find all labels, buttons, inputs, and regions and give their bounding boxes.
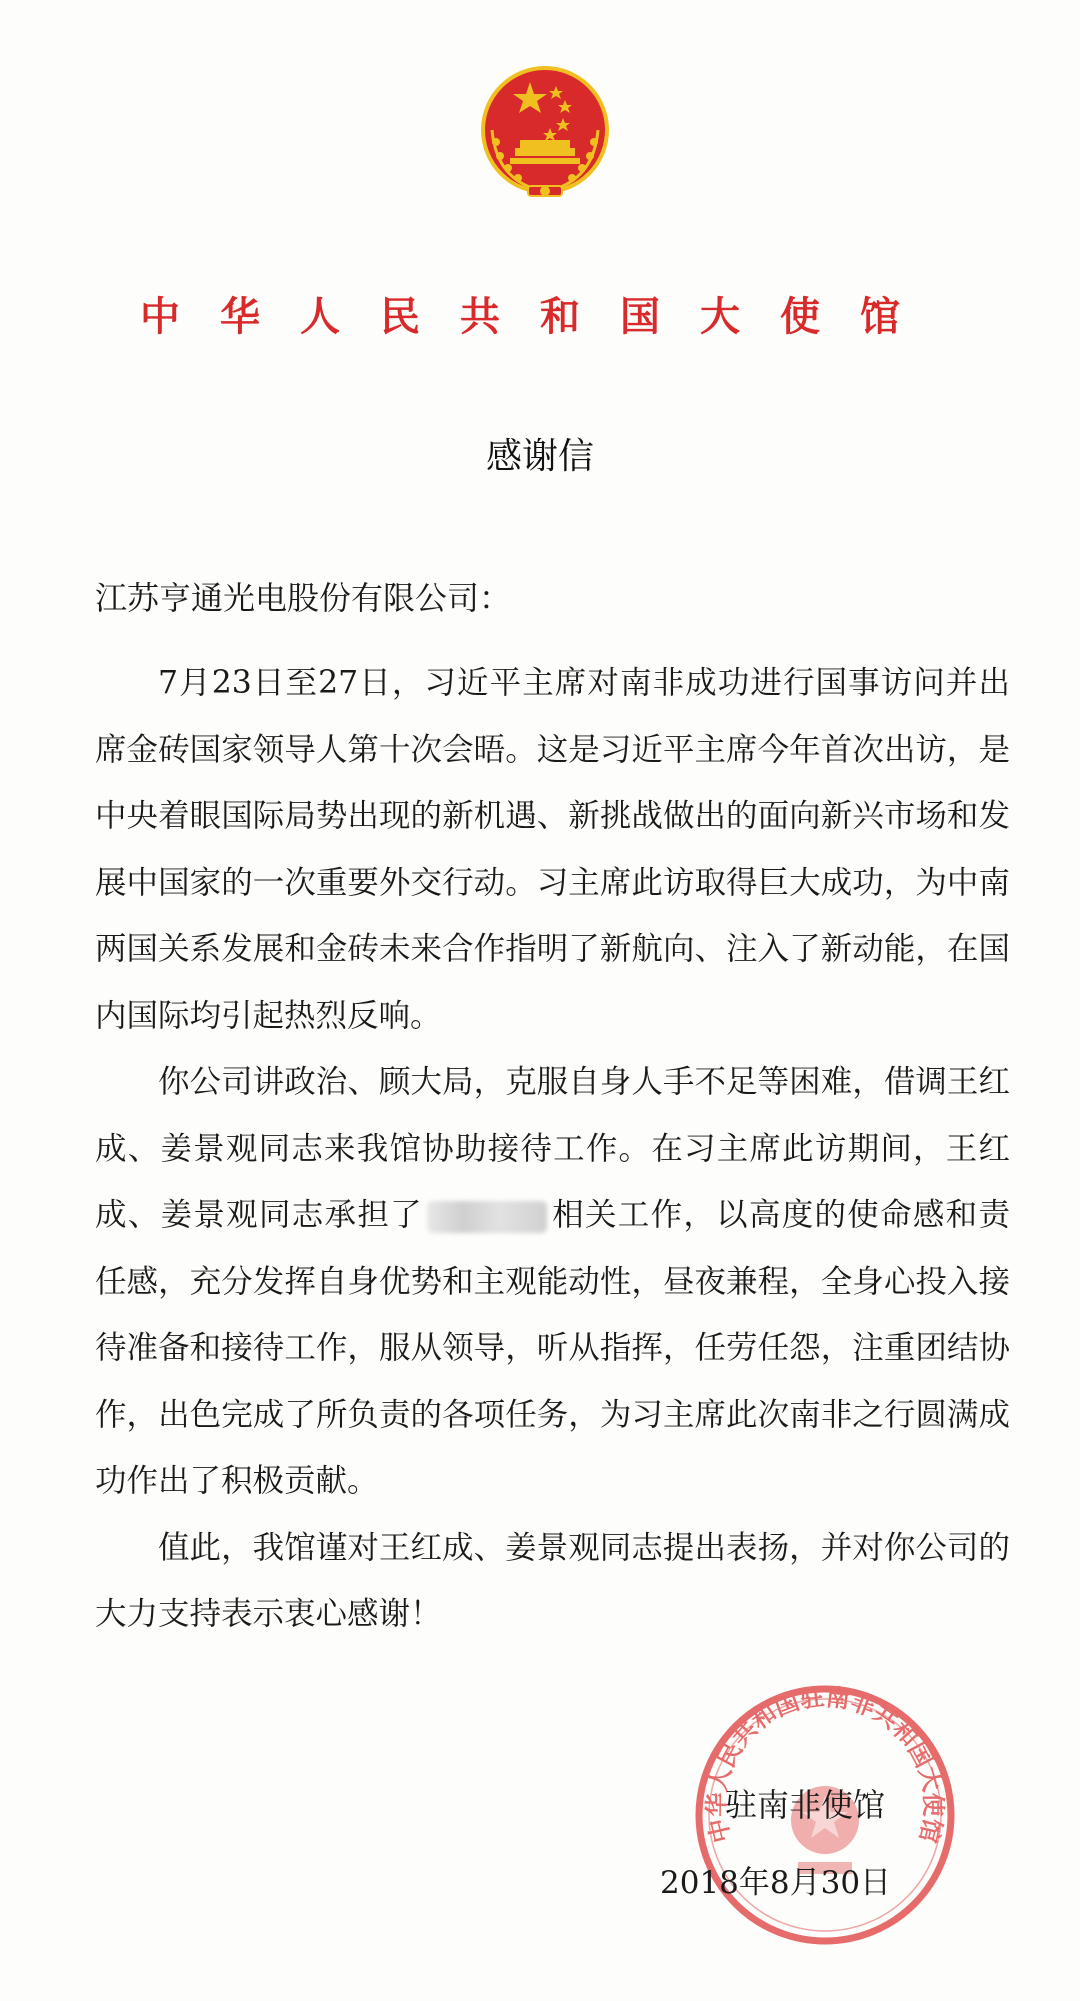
seal-text: 中华人民共和国驻南非共和国大使馆 — [702, 1683, 948, 1846]
paragraph-3: 值此，我馆谨对王红成、姜景观同志提出表扬，并对你公司的大力支持表示衷心感谢！ — [95, 1529, 1010, 1632]
paragraph-2 — [95, 1049, 1010, 1515]
signature-organization: 驻南非使馆 — [725, 1786, 886, 1824]
letter-title: 感谢信 — [485, 436, 594, 477]
salutation: 江苏亨通光电股份有限公司： — [95, 579, 512, 617]
paragraph-1: 7月23日至27日，习近平主席对南非成功进行国事访问并出席金砖国家领导人第十次会晤。这是习近平主席今年首次出访，是中央着眼国际局势出现的新机遇、新挑战做出的面向新兴市场和发展中国家的一次重要外交行动。习主席此访取得巨大成功，为中南两国关系发展和金砖未来合作指明了新航向、注入了新动能，在国内国际均引起热烈反响。 — [95, 665, 1010, 1034]
signature-date: 2018年8月30日 — [660, 1865, 892, 1901]
paragraph-2-part-1: 你公司讲政治、顾大局，克服自身人手不足等困难，借调王红成、姜景观同志来我馆协助接待工作。在习主席此访期间，王红成、姜景观同志承担了 — [95, 1064, 1010, 1233]
paragraph-2-part-2: 相关工作，以高度的使命感和责任感，充分发挥自身优势和主观能动性，昼夜兼程，全身心投入接待准备和接待工作，服从领导，听从指挥，任劳任怨，注重团结协作，出色完成了所负责的各项任务，为习主席此次南非之行圆满成功作出了积极贡献。 — [95, 1197, 1010, 1499]
redacted-text — [427, 1201, 547, 1233]
national-emblem-icon — [470, 60, 620, 210]
embassy-title: 中华人民共和国大使馆 — [140, 294, 940, 340]
letter-body — [95, 650, 1010, 1648]
